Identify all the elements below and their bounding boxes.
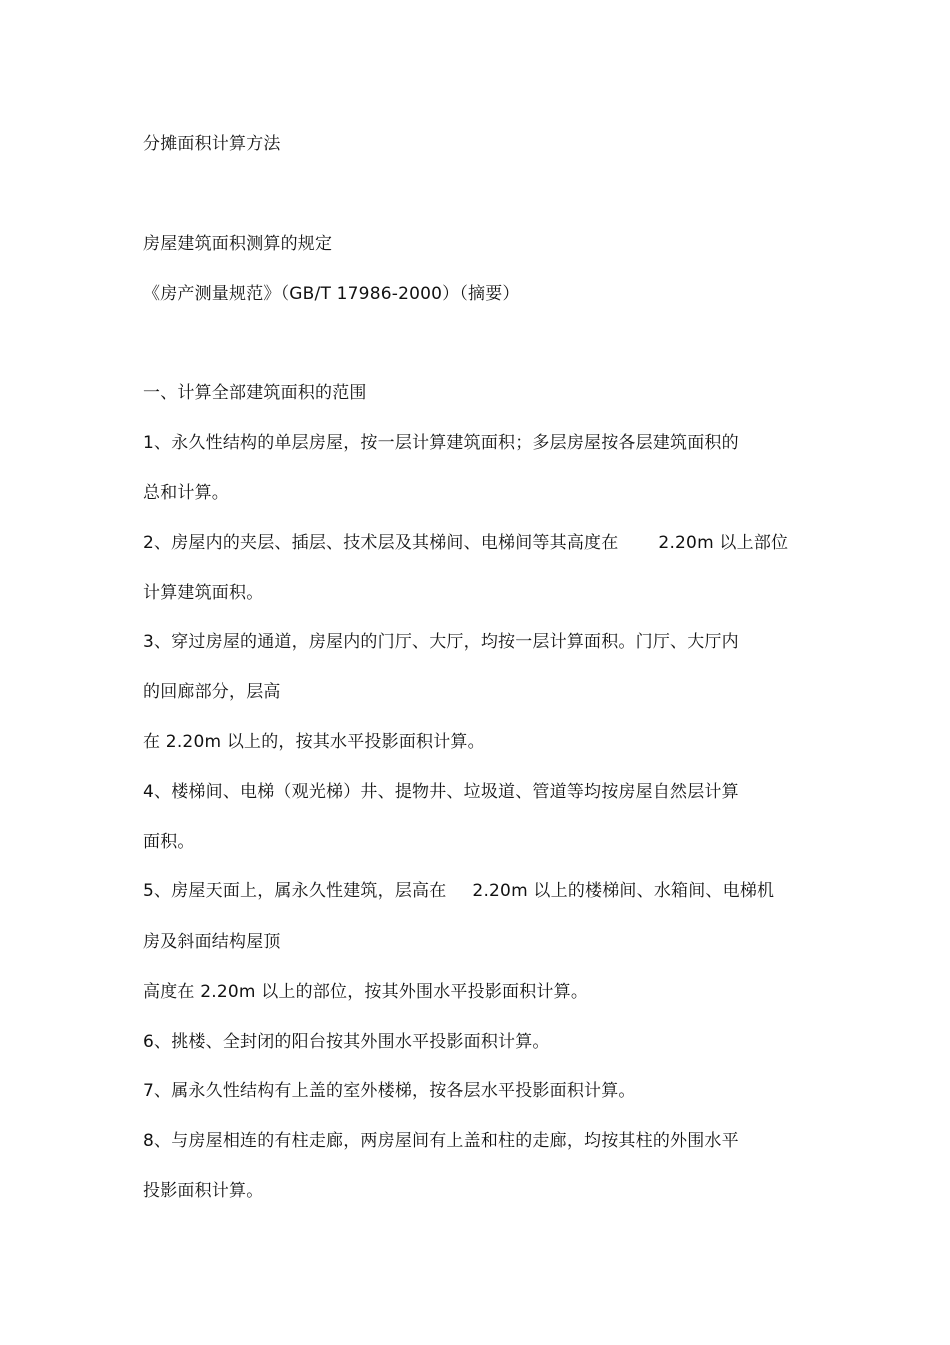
paragraph-line: 房及斜面结构屋顶	[143, 932, 281, 952]
paragraph-line: 面积。	[143, 832, 195, 852]
text-segment: 2、房屋内的夹层、插层、技术层及其梯间、电梯间等其高度在	[143, 533, 619, 553]
paragraph-line: 7、属永久性结构有上盖的室外楼梯，按各层水平投影面积计算。	[143, 1081, 636, 1101]
text-segment: 5、房屋天面上，属永久性建筑，层高在	[143, 881, 447, 901]
paragraph-line: 总和计算。	[143, 483, 229, 503]
section-heading: 一、计算全部建筑面积的范围	[143, 383, 367, 403]
paragraph-line: 8、与房屋相连的有柱走廊，两房屋间有上盖和柱的走廊，均按其柱的外围水平	[143, 1131, 739, 1151]
source-citation: 《房产测量规范》（GB/T 17986-2000）（摘要）	[143, 284, 520, 304]
paragraph-line: 3、穿过房屋的通道，房屋内的门厅、大厅，均按一层计算面积。门厅、大厅内	[143, 632, 739, 652]
paragraph-line: 4、楼梯间、电梯（观光梯）井、提物井、垃圾道、管道等均按房屋自然层计算	[143, 782, 739, 802]
paragraph-line-composite	[143, 880, 774, 902]
paragraph-line: 1、永久性结构的单层房屋，按一层计算建筑面积；多层房屋按各层建筑面积的	[143, 433, 739, 453]
paragraph-line: 在 2.20m 以上的，按其水平投影面积计算。	[143, 732, 485, 752]
paragraph-line: 投影面积计算。	[143, 1181, 264, 1201]
page-title: 分摊面积计算方法	[143, 134, 281, 154]
text-segment: 2.20m 以上的楼梯间、水箱间、电梯机	[472, 881, 775, 901]
paragraph-line: 的回廊部分，层高	[143, 682, 281, 702]
paragraph-line: 6、挑楼、全封闭的阳台按其外围水平投影面积计算。	[143, 1032, 550, 1052]
paragraph-line-composite	[143, 532, 788, 554]
paragraph-line: 计算建筑面积。	[143, 583, 264, 603]
paragraph-line: 高度在 2.20m 以上的部位，按其外围水平投影面积计算。	[143, 982, 589, 1002]
text-segment: 2.20m 以上部位	[658, 533, 789, 553]
subtitle: 房屋建筑面积测算的规定	[143, 234, 333, 254]
